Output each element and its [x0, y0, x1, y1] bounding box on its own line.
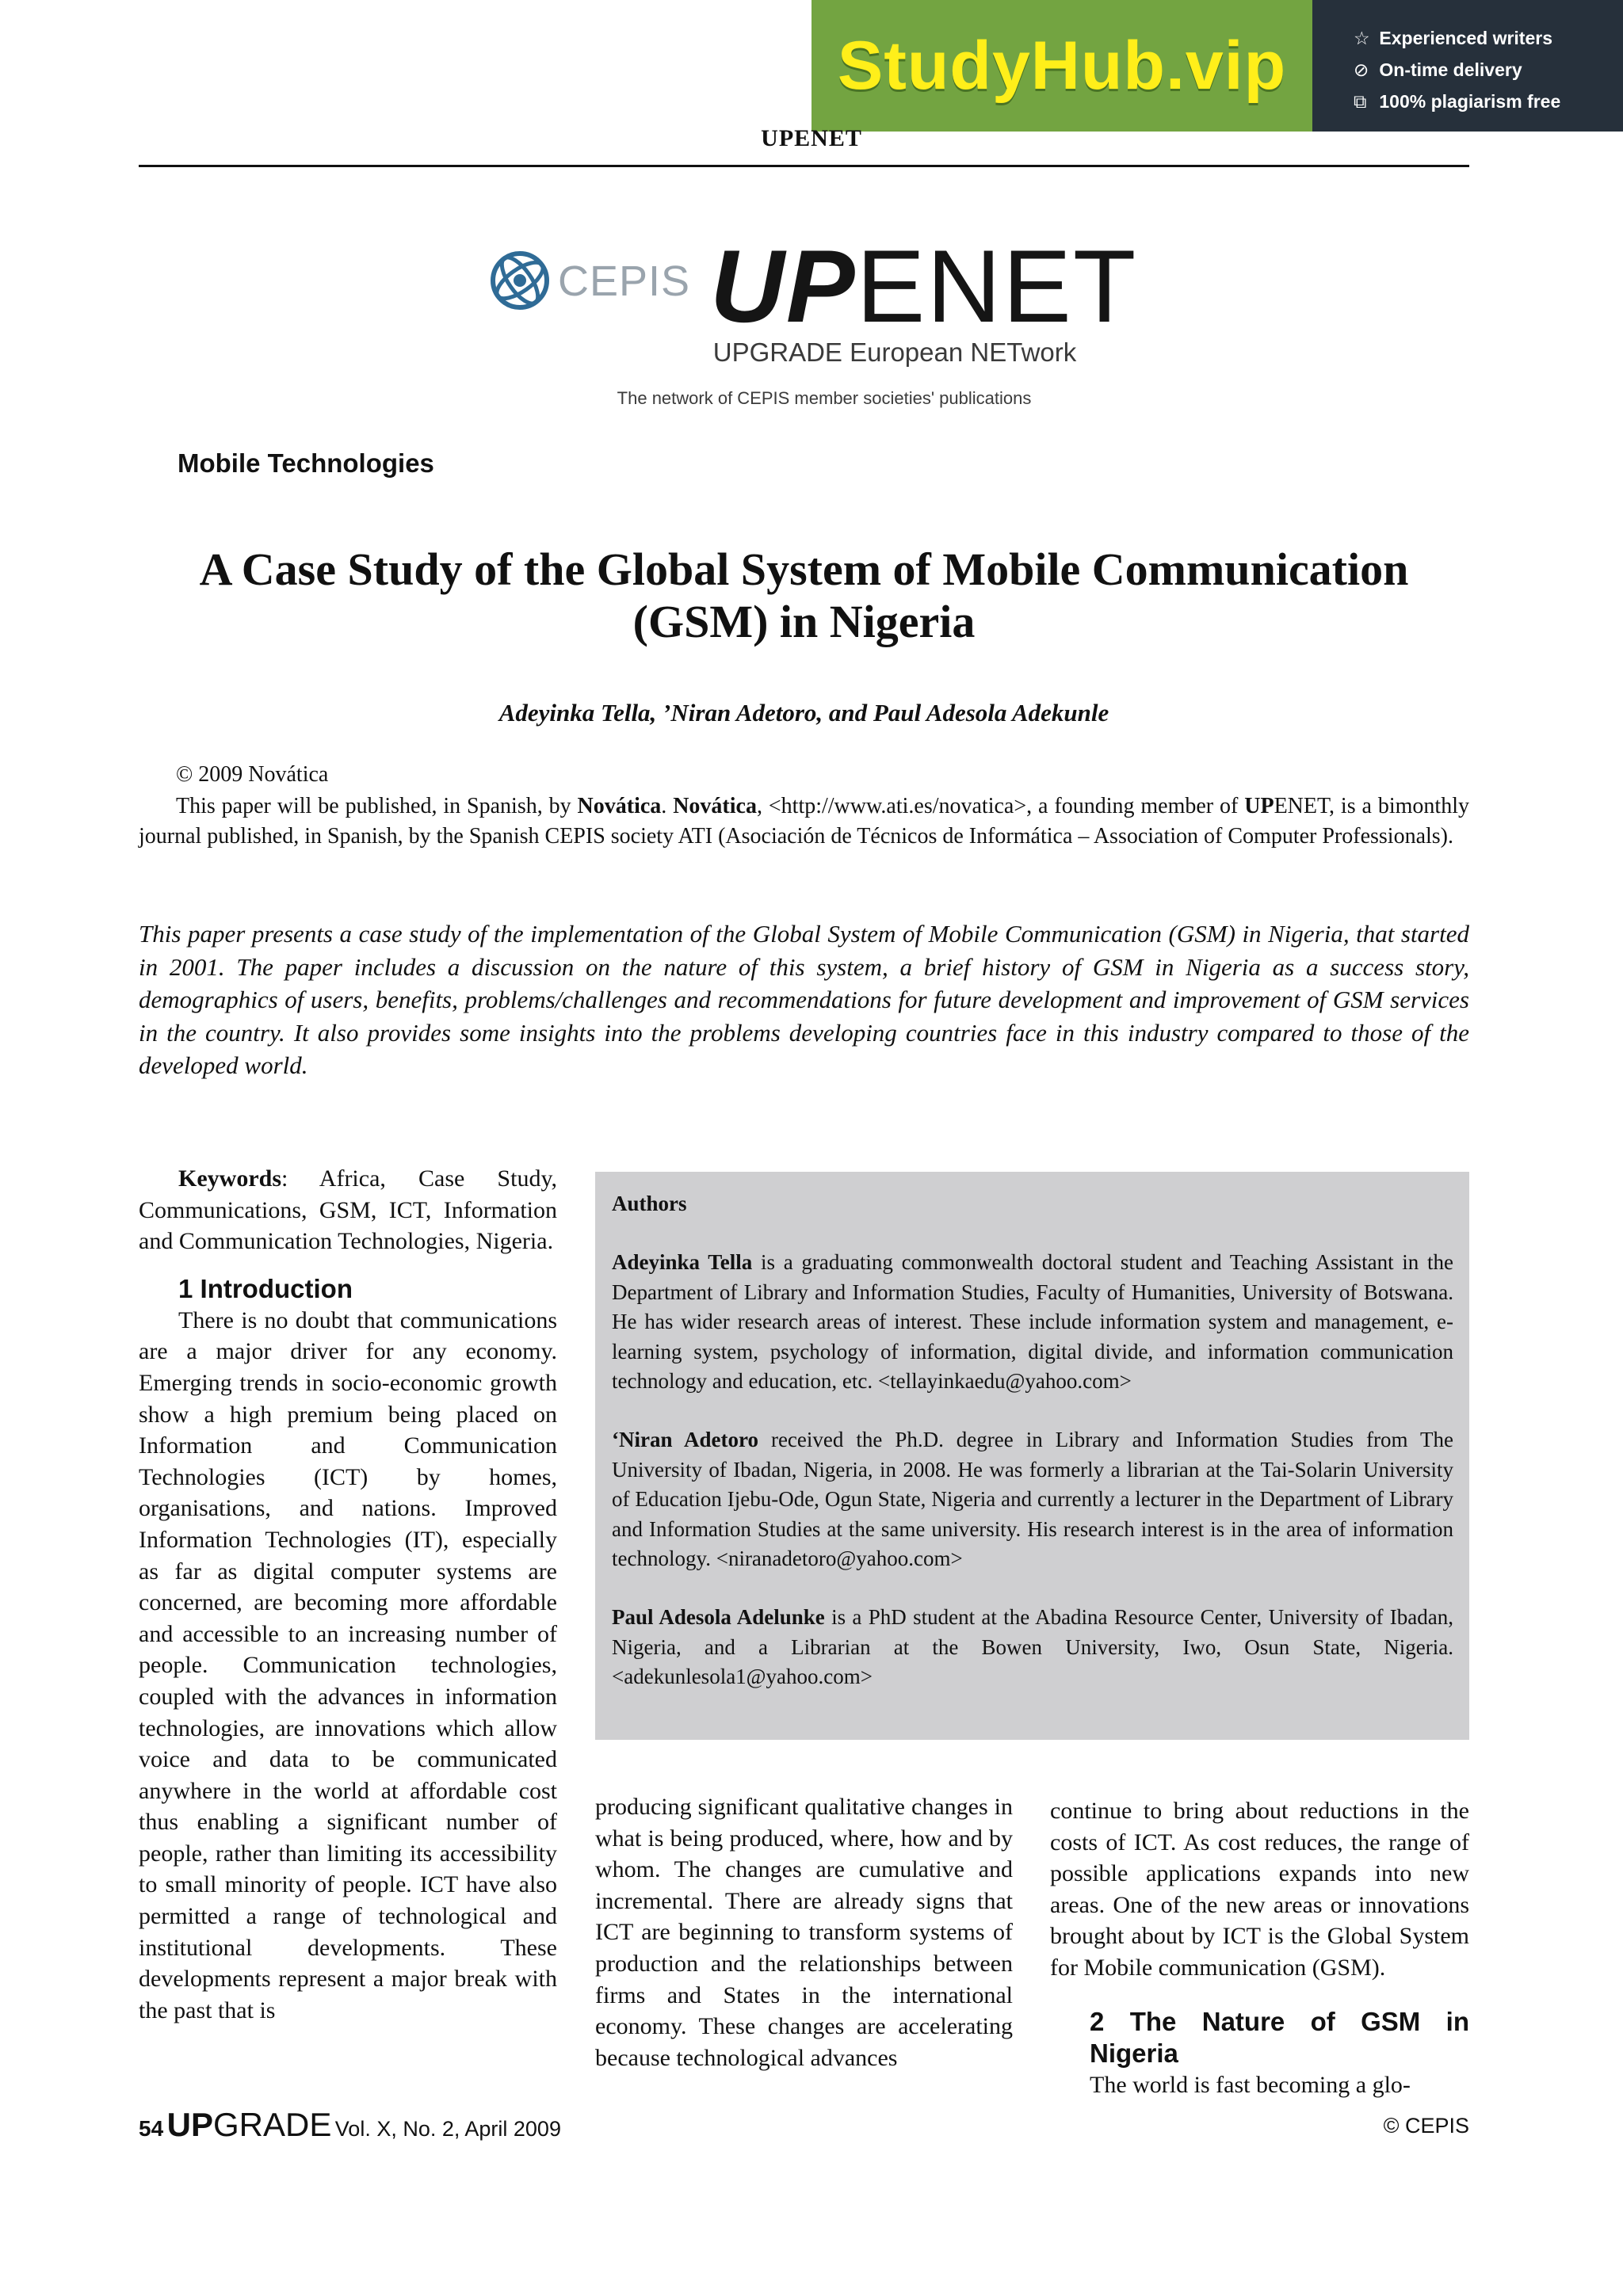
banner-brand-area[interactable] [812, 0, 1312, 132]
paper-title [139, 543, 1469, 648]
upenet-logo-rest: ENET [856, 228, 1138, 344]
column-middle [595, 1791, 1013, 2073]
copy-icon: ⧉ [1354, 91, 1367, 112]
feature-label: 100% plagiarism free [1379, 91, 1561, 112]
authors-box [595, 1172, 1469, 1740]
authors-box-heading: Authors [612, 1192, 687, 1215]
footer-copyright: © CEPIS [1383, 2114, 1469, 2138]
magazine-name [167, 2106, 332, 2143]
title-line: (GSM) in Nigeria [632, 596, 976, 647]
volume-info: Vol. X, No. 2, April 2009 [334, 2117, 561, 2141]
author-bio-text: received the Ph.D. degree in Library and Information Studies from The University of Ibadan, Nigeria, in 2008. He was formerly a librarian at the Tai-Solarin University of Education Ijebu-Ode, Ogun State, Nigeria and currently a lecturer in the Department of Library and Information Studies at the same university. His research interest is in the area of information technology. <niranadetoro@yahoo.com> [612, 1428, 1453, 1571]
body-paragraph: There is no doubt that communications are a major driver for any economy. Emerging trends in socio-economic growth show a high premium being placed on Information and Communication Technologies (ICT) by homes, organisations, and nations. Improved Information Technologies (IT), especially as far as digital computer systems are concerned, are becoming more affordable and accessible to an increasing number of people. Communication technologies, coupled with the advances in information technologies, are innovations which allow voice and data to be communicated anywhere in the world at affordable cost thus enabling a significant number of people, rather than limiting its accessibility to small minority of people. ICT have also permitted a range of technological and institutional developments. These developments represent a major break with the past that is [139, 1306, 557, 2023]
header-divider [139, 165, 1469, 167]
keywords-label: Keywords [178, 1165, 281, 1192]
column-right [1050, 1795, 1469, 2100]
body-paragraph: The world is fast becoming a glo- [1090, 2071, 1411, 2098]
column-left [139, 1163, 557, 2026]
keywords-text: : Africa, Case Study, Communications, GSM, ICT, Information and Communication Technologies, Nigeria. [139, 1165, 557, 1255]
author-bio-text: is a graduating commonwealth doctoral student and Teaching Assistant in the Department of Library and Information Studies, Faculty of Humanities, University of Botswana. He has wider research areas of interest. These include information system and management, e-learning system, psychology of information, digital divide, and information communication technology and education, etc. <tellayinkaedu@yahoo.com> [612, 1250, 1454, 1394]
section-heading-introduction: 1 Introduction [178, 1273, 353, 1303]
section-label: Mobile Technologies [178, 448, 434, 478]
abstract: This paper presents a case study of the implementation of the Global System of Mobile Communication (GSM) in Nigeria, that started in 2001. The paper includes a discussion on the nature of this system, a brief history of GSM in Nigeria as a success story, demographics of users, benefits, problems/challenges and recommendations for future development and improvement of GSM services in the country. It also provides some insights into the problems developing countries face in this industry compared to those of the developed world. [139, 920, 1469, 1079]
pub-note-text[interactable]: , <http://www.ati.es/novatica>, a founding member of [756, 794, 1245, 818]
upenet-tagline: The network of CEPIS member societies' publications [617, 388, 1032, 408]
feature-label: Experienced writers [1379, 28, 1552, 48]
page-number: 54 [139, 2116, 164, 2141]
feature-item [1354, 22, 1560, 54]
author-bio [612, 1603, 1453, 1691]
feature-label: On-time delivery [1379, 59, 1522, 80]
pub-note-text: This paper will be published, in Spanish, by [176, 794, 578, 818]
pub-note-text: . [661, 794, 674, 818]
author-bio [612, 1248, 1453, 1396]
novatica-name: Novática [577, 794, 662, 818]
brand-logo-text[interactable]: StudyHub.vip [837, 28, 1287, 104]
feature-item [1354, 86, 1560, 117]
upenet-up: UP [1244, 794, 1274, 818]
cepis-logo [483, 244, 691, 315]
upenet-subtitle: UPGRADE European NETwork [712, 338, 1077, 367]
keywords [139, 1163, 557, 1257]
upenet-logo-up: UP [710, 228, 857, 344]
pub-note-text: ENET, is a bimonthly journal published, in Spanish, by the Spanish CEPIS society ATI (Asociación de Técnicos de Informática – Association of Computer Professionals). [139, 794, 1469, 849]
banner-features [1312, 0, 1623, 132]
paper-authors: Adeyinka Tella, ’Niran Adetoro, and Paul Adesola Adekunle [498, 699, 1109, 727]
running-header: UPENET [761, 125, 862, 151]
clock-icon: ⊘ [1354, 59, 1369, 80]
cepis-globe-icon [487, 247, 553, 314]
promo-banner[interactable] [812, 0, 1623, 132]
author-name: Adeyinka Tella [612, 1250, 753, 1275]
cepis-wordmark: CEPIS [558, 257, 691, 305]
novatica-name: Novática [673, 794, 757, 818]
body-paragraph: producing significant qualitative changes in what is being produced, where, how and by whom. The changes are cumulative and incremental. There are already signs that ICT are beginning to transform systems of production and the relationships between firms and States in the international economy. These changes are accelerating because technological advances [595, 1794, 1013, 2071]
upenet-logo [710, 228, 1138, 344]
copyright-notice: © 2009 Novática [176, 762, 329, 787]
author-bio-text: is a PhD student at the Abadina Resource Center, University of Ibadan, Nigeria, and a Librarian at the Bowen University, Iwo, Osun State, Nigeria. <adekunlesola1@yahoo.com> [612, 1605, 1454, 1689]
author-bio [612, 1425, 1453, 1573]
title-line: A Case Study of the Global System of Mobile Communication [199, 543, 1409, 595]
publication-note [139, 791, 1469, 852]
feature-item [1354, 54, 1560, 86]
author-name: Paul Adesola Adelunke [612, 1605, 825, 1630]
footer-left [139, 2106, 561, 2144]
star-icon: ☆ [1354, 28, 1370, 48]
section-heading-nature-of-gsm: 2 The Nature of GSM in Nigeria [1090, 2006, 1469, 2068]
author-name: ‘Niran Adetoro [612, 1428, 758, 1452]
magazine-name-rest: GRADE [212, 2106, 332, 2143]
magazine-name-up: UP [166, 2106, 213, 2143]
body-paragraph: continue to bring about reductions in the costs of ICT. As cost reduces, the range of possible applications expands into new areas. One of the new areas or innovations brought about by ICT is the Global System for Mobile communication (GSM). [1050, 1798, 1469, 1981]
